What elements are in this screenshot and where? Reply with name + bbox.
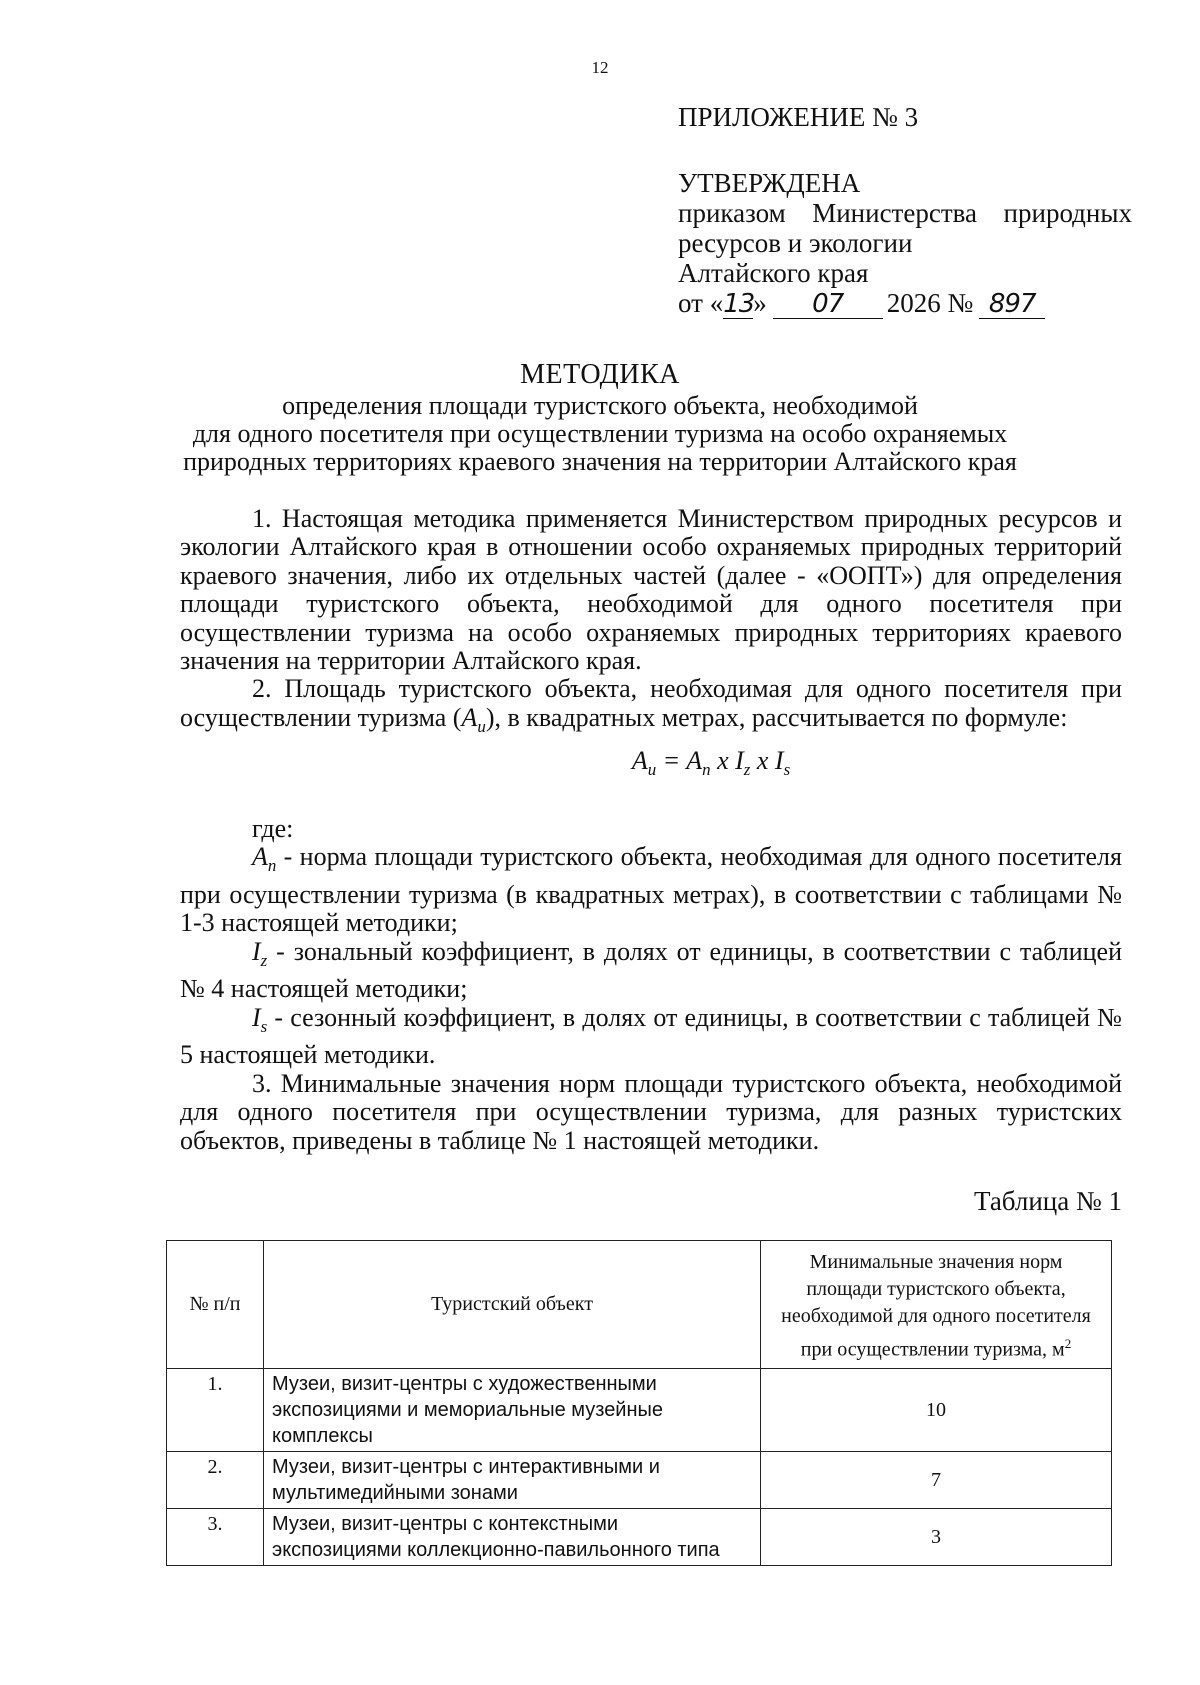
definition-iz: $I_z$ - зональный коэффициент, в долях от единицы, в соответствии с таблицей № 4 настоящей методики; (180, 936, 1122, 1004)
document-body (180, 505, 1122, 1155)
table-row (167, 1451, 1112, 1508)
order-year-no: 2026 № (886, 288, 974, 318)
formula: $A_u = A_n$ x $I_z$ x $I_s$ (631, 746, 791, 780)
order-month-handwritten: 07 (773, 290, 883, 319)
row-2-object: Музеи, визит-центры с интерактивными и мультимедийными зонами (264, 1451, 761, 1508)
order-date-line (678, 288, 1138, 319)
paragraph-2 (180, 675, 1122, 741)
order-day-handwritten: 13 (723, 289, 755, 319)
paragraph-3: 3. Минимальные значения норм площади туристского объекта, необходимой для одного посетителя при осуществлении туризма, для разных туристских объектов, приведены в таблице № 1 настоящей методики. (180, 1068, 1122, 1155)
where-label: где: (252, 814, 294, 844)
variable-au-letter: A (461, 702, 478, 732)
approval-line-2: ресурсов и экологии (678, 228, 913, 258)
definition-is-text: - сезонный коэффициент, в долях от единицы, в соответствии с таблицей № 5 настоящей методики. (180, 1002, 1122, 1070)
row-1-value: 10 (761, 1368, 1112, 1451)
subtitle-line-2: для одного посетителя при осуществлении туризма на особо охраняемых (192, 419, 1008, 448)
row-2-num: 2. (167, 1451, 264, 1508)
approval-block (678, 102, 1138, 319)
row-1-num: 1. (167, 1368, 264, 1451)
header-object: Туристский объект (264, 1241, 761, 1369)
approved-label: УТВЕРЖДЕНА (678, 168, 861, 198)
variable-au (461, 702, 486, 737)
header-value-sup: 2 (1064, 1336, 1072, 1351)
paragraph-1: 1. Настоящая методика применяется Министерством природных ресурсов и экологии Алтайского края в отношении особо охраняемых природных территорий краевого значения, либо их отдельных частей (далее - «ООПТ») для определения площади туристского объекта, необходимой для одного посетителя при осуществлении туризма на особо охраняемых природных территориях краевого значения на территории Алтайского края. (180, 504, 1122, 676)
document-subtitle (150, 392, 1050, 476)
table-header-row (167, 1241, 1112, 1369)
table-row (167, 1508, 1112, 1565)
paragraph-2-text-b: ), в квадратных метрах, рассчитывается по формуле: (485, 702, 1068, 732)
row-3-value: 3 (761, 1508, 1112, 1565)
paragraph-2-text-a: 2. Площадь туристского объекта, необходимая для одного посетителя при осуществлении туризма ( (180, 674, 1122, 732)
approval-line-3: Алтайского края (678, 258, 869, 288)
appendix-label: ПРИЛОЖЕНИЕ № 3 (678, 102, 919, 132)
row-1-object: Музеи, визит-центры с художественными экспозициями и мемориальные музейные комплексы (264, 1368, 761, 1451)
norms-table (166, 1240, 1112, 1566)
definition-an: $A_n$ - норма площади туристского объекта, необходимая для одного посетителя при осуществлении туризма (в квадратных метрах), в соответствии с таблицами № 1-3 настоящей методики; (180, 842, 1122, 938)
date-prefix: от « (678, 288, 724, 318)
approval-line-1: приказом Министерства природных (678, 198, 1132, 228)
header-value-text: Минимальные значения норм площади туристского объекта, необходимой для одного посетителя при осуществлении туризма, м (781, 1251, 1091, 1361)
definition-is: $I_s$ - сезонный коэффициент, в долях от единицы, в соответствии с таблицей № 5 настоящей методики. (180, 1002, 1122, 1070)
table-row (167, 1368, 1112, 1451)
table-caption: Таблица № 1 (974, 1186, 1122, 1216)
page-number: 12 (591, 58, 609, 77)
header-value (761, 1241, 1112, 1369)
definition-an-text: - норма площади туристского объекта, необходимая для одного посетителя при осуществлении туризма (в квадратных метрах), в соответствии с таблицами № 1-3 настоящей методики; (180, 842, 1122, 938)
row-3-num: 3. (167, 1508, 264, 1565)
row-2-value: 7 (761, 1451, 1112, 1508)
definition-iz-text: - зональный коэффициент, в долях от единицы, в соответствии с таблицей № 4 настоящей методики; (180, 936, 1122, 1004)
document-title: МЕТОДИКА (520, 359, 680, 390)
header-num: № п/п (167, 1241, 264, 1369)
order-number-handwritten: 897 (979, 290, 1045, 319)
subtitle-line-1: определения площади туристского объекта, необходимой (282, 391, 918, 420)
subtitle-line-3: природных территориях краевого значения на территории Алтайского края (183, 447, 1017, 476)
date-quote-close: » (753, 288, 767, 318)
variable-au-sub: u (477, 717, 486, 737)
row-3-object: Музеи, визит-центры с контекстными экспозициями коллекционно-павильонного типа (264, 1508, 761, 1565)
